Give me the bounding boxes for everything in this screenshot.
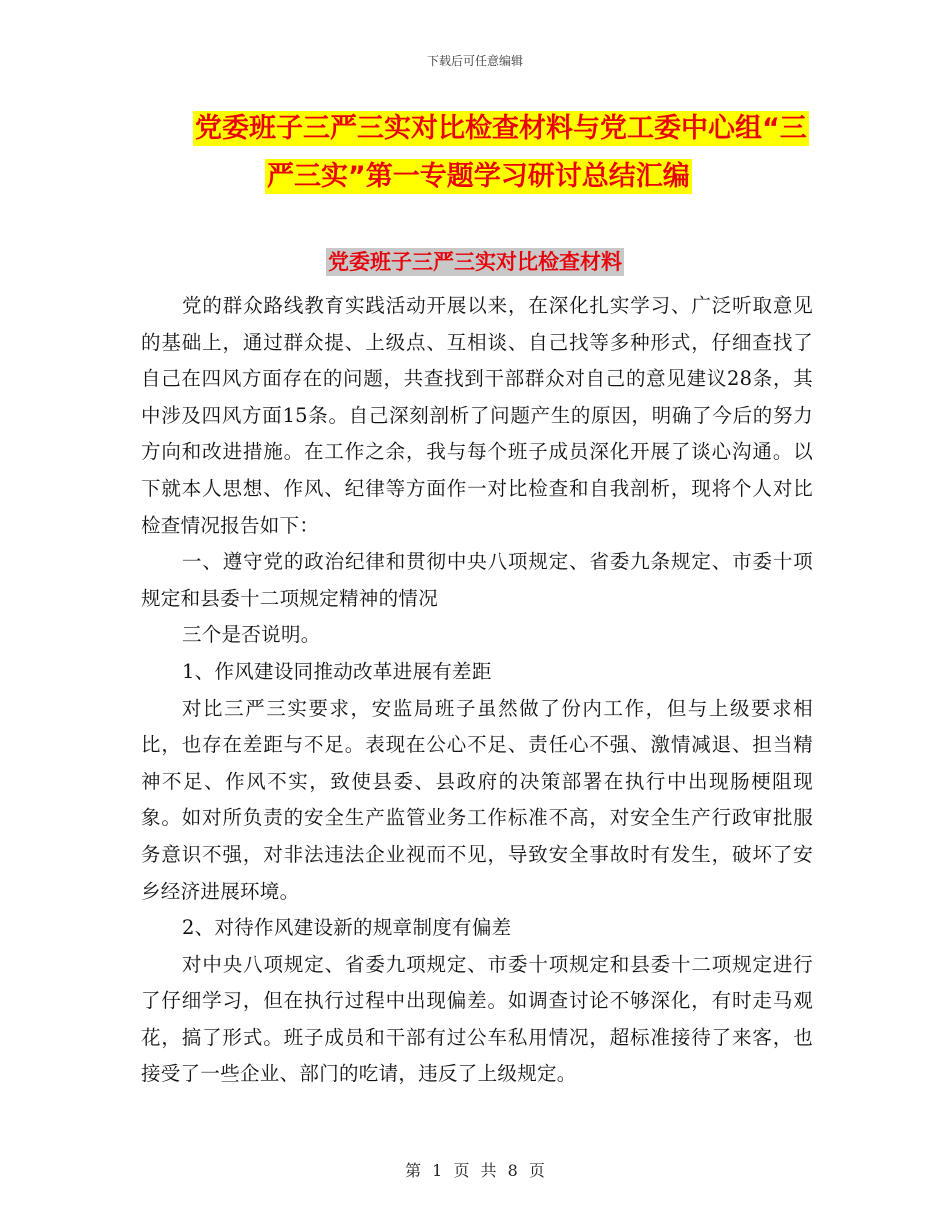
document-title-line-1 [193,106,873,152]
paragraph: 对中央八项规定、省委九项规定、市委十项规定和县委十二项规定进行了仔细学习，但在执行过程中出现偏差。如调查讨论不够深化，有时走马观花，搞了形式。班子成员和干部有过公车私用情况，超标准接待了来客，也接受了一些企业、部门的吃请，违反了上级规定。 [141,952,813,1086]
paragraph: 2、对待作风建设新的规章制度有偏差 [181,916,512,940]
document-body [141,288,813,1093]
paragraph: 1、作风建设同推动改革进展有差距 [181,659,492,683]
paragraph: 三个是否说明。 [181,623,321,647]
paragraph: 党的群众路线教育实践活动开展以来，在深化扎实学习、广泛听取意见的基础上，通过群众提、上级点、互相谈、自己找等多种形式，仔细查找了自己在四风方面存在的问题，共查找到干部群众对自己的意见建议28条，其中涉及四风方面15条。自己深刻剖析了问题产生的原因，明确了今后的努力方向和改进措施。在工作之余，我与每个班子成员深化开展了谈心沟通。以下就本人思想、作风、纪律等方面作一对比检查和自我剖析，现将个人对比检查情况报告如下： [141,294,813,537]
section-title [0,246,950,276]
document-title-line-2 [265,154,945,200]
paragraph: 一、遵守党的政治纪律和贯彻中央八项规定、省委九条规定、市委十项规定和县委十二项规定精神的情况 [141,550,813,610]
title-highlight-2: 严三实”第一专题学习研讨总结汇编 [267,161,690,192]
header-note: 下载后可任意编辑 [426,54,523,68]
section-title-highlight: 党委班子三严三实对比检查材料 [328,250,622,274]
page-footer: 第 1 页 共 8 页 [405,1161,545,1180]
title-highlight-1: 党委班子三严三实对比检查材料与党工委中心组“三 [195,113,807,144]
paragraph: 对比三严三实要求，安监局班子虽然做了份内工作，但与上级要求相比，也存在差距与不足。表现在公心不足、责任心不强、激情减退、担当精神不足、作风不实，致使县委、县政府的决策部署在执行中出现肠梗阻现象。如对所负责的安全生产监管业务工作标准不高，对安全生产行政审批服务意识不强，对非法违法企业视而不见，导致安全事故时有发生，破坏了安乡经济进展环境。 [141,696,813,903]
